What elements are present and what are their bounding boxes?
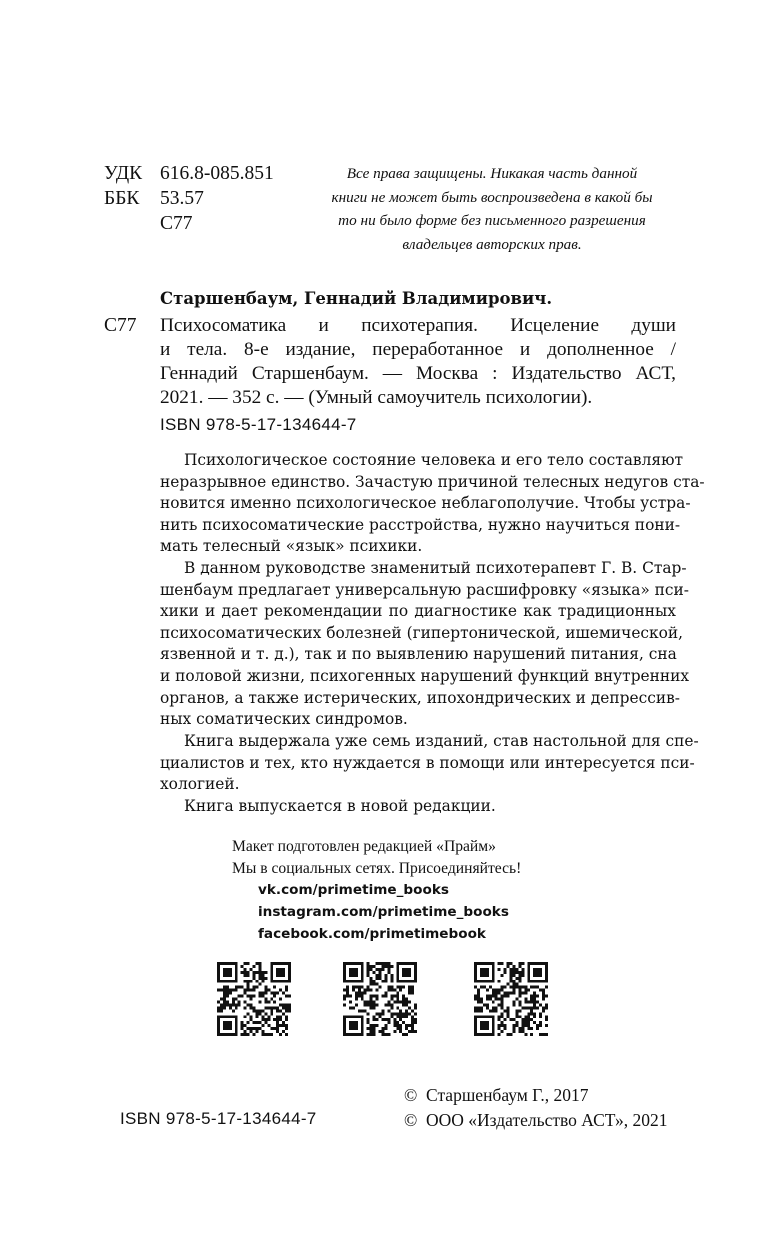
layout-info-line: Мы в социальных сетях. Присоединяйтесь! bbox=[232, 860, 522, 877]
annotation-line: хологией. bbox=[160, 775, 240, 794]
udk-value: 616.8-085.851 bbox=[160, 163, 274, 184]
copyright-author: Старшенбаум Г., 2017 bbox=[426, 1085, 589, 1105]
annotation-line: Книга выпускается в новой редакции. bbox=[184, 797, 496, 815]
social-links bbox=[258, 879, 509, 945]
annotation-line: Книга выдержала уже семь изданий, став настольной для спе- bbox=[184, 732, 699, 750]
rights-line: то ни было форме без письменного разрешения bbox=[338, 212, 646, 229]
annotation-line: органов, а также истерических, ипохондрических и депрессив- bbox=[160, 688, 680, 707]
udk-label: УДК bbox=[104, 163, 143, 184]
qr-code-icon[interactable] bbox=[474, 962, 548, 1036]
bibliography-line: Психосоматика и психотерапия. Исцеление души bbox=[160, 315, 676, 336]
annotation-line: новится именно психологическое неблагополучие. Чтобы устра- bbox=[160, 494, 691, 513]
qr-code-icon[interactable] bbox=[217, 962, 291, 1036]
annotation-line: неразрывное единство. Зачастую причиной телесных недугов ста- bbox=[160, 472, 705, 491]
copyright-line bbox=[404, 1083, 667, 1108]
copyright-line bbox=[404, 1108, 667, 1133]
annotation-line: хики и дает рекомендации по диагностике как традиционных bbox=[160, 602, 676, 621]
bibliography-mark: С77 bbox=[104, 315, 137, 336]
rights-line: Все права защищены. Никакая часть данной bbox=[346, 165, 638, 182]
isbn-bottom: ISBN 978-5-17-134644-7 bbox=[120, 1109, 317, 1128]
udk-row bbox=[104, 162, 274, 186]
copyright-publisher: ООО «Издательство АСТ», 2021 bbox=[426, 1110, 668, 1130]
annotation-line: психосоматических болезней (гипертонической, ишемической, bbox=[160, 623, 684, 642]
annotation-line: шенбаум предлагает универсальную расшифровку «языка» пси- bbox=[160, 580, 690, 599]
book-author: Старшенбаум, Геннадий Владимирович. bbox=[160, 289, 553, 308]
bbk-row bbox=[104, 187, 204, 211]
annotation-line: мать телесный «язык» психики. bbox=[160, 537, 423, 556]
bibliography-line: Геннадий Старшенбаум. — Москва : Издательство АСТ, bbox=[160, 363, 676, 384]
bibliography-line: и тела. 8-е издание, переработанное и дополненное / bbox=[160, 339, 676, 360]
bbk-value: 53.57 bbox=[160, 188, 204, 209]
annotation-line: Психологическое состояние человека и его тело составляют bbox=[184, 451, 683, 469]
rights-line: владельцев авторских прав. bbox=[402, 235, 582, 253]
facebook-link[interactable]: facebook.com/primetimebook bbox=[258, 926, 486, 942]
annotation-line: ных соматических синдромов. bbox=[160, 710, 408, 729]
copyrights bbox=[404, 1083, 667, 1133]
annotation-paragraph bbox=[160, 796, 676, 818]
vk-link[interactable]: vk.com/primetime_books bbox=[258, 882, 449, 898]
bibliography-line: 2021. — 352 с. — (Умный самоучитель психологии). bbox=[160, 387, 593, 408]
annotation-line: нить психосоматические расстройства, нужно научиться пони- bbox=[160, 515, 681, 534]
annotation-line: В данном руководстве знаменитый психотерапевт Г. В. Стар- bbox=[184, 559, 687, 577]
annotation-paragraph bbox=[160, 558, 690, 731]
annotation-line: язвенной и т. д.), так и по выявлению нарушений питания, сна bbox=[160, 645, 677, 664]
bbk-label: ББК bbox=[104, 188, 140, 209]
annotation-paragraph bbox=[160, 731, 699, 796]
qr-code-icon[interactable] bbox=[343, 962, 417, 1036]
annotation-line: и половой жизни, психогенных нарушений функций внутренних bbox=[160, 666, 690, 685]
annotation-paragraph bbox=[160, 450, 705, 558]
rights-line: книги не может быть воспроизведена в какой бы bbox=[331, 188, 653, 206]
layout-info bbox=[232, 836, 521, 880]
copyright-symbol: © bbox=[404, 1110, 418, 1130]
copyright-symbol: © bbox=[404, 1085, 418, 1105]
layout-info-line: Макет подготовлен редакцией «Прайм» bbox=[232, 838, 496, 855]
rights-notice bbox=[310, 162, 674, 256]
author-mark-top: С77 bbox=[160, 213, 193, 234]
isbn-top: ISBN 978-5-17-134644-7 bbox=[160, 415, 357, 434]
annotation-line: циалистов и тех, кто нуждается в помощи или интересуется пси- bbox=[160, 753, 695, 772]
instagram-link[interactable]: instagram.com/primetime_books bbox=[258, 904, 509, 920]
